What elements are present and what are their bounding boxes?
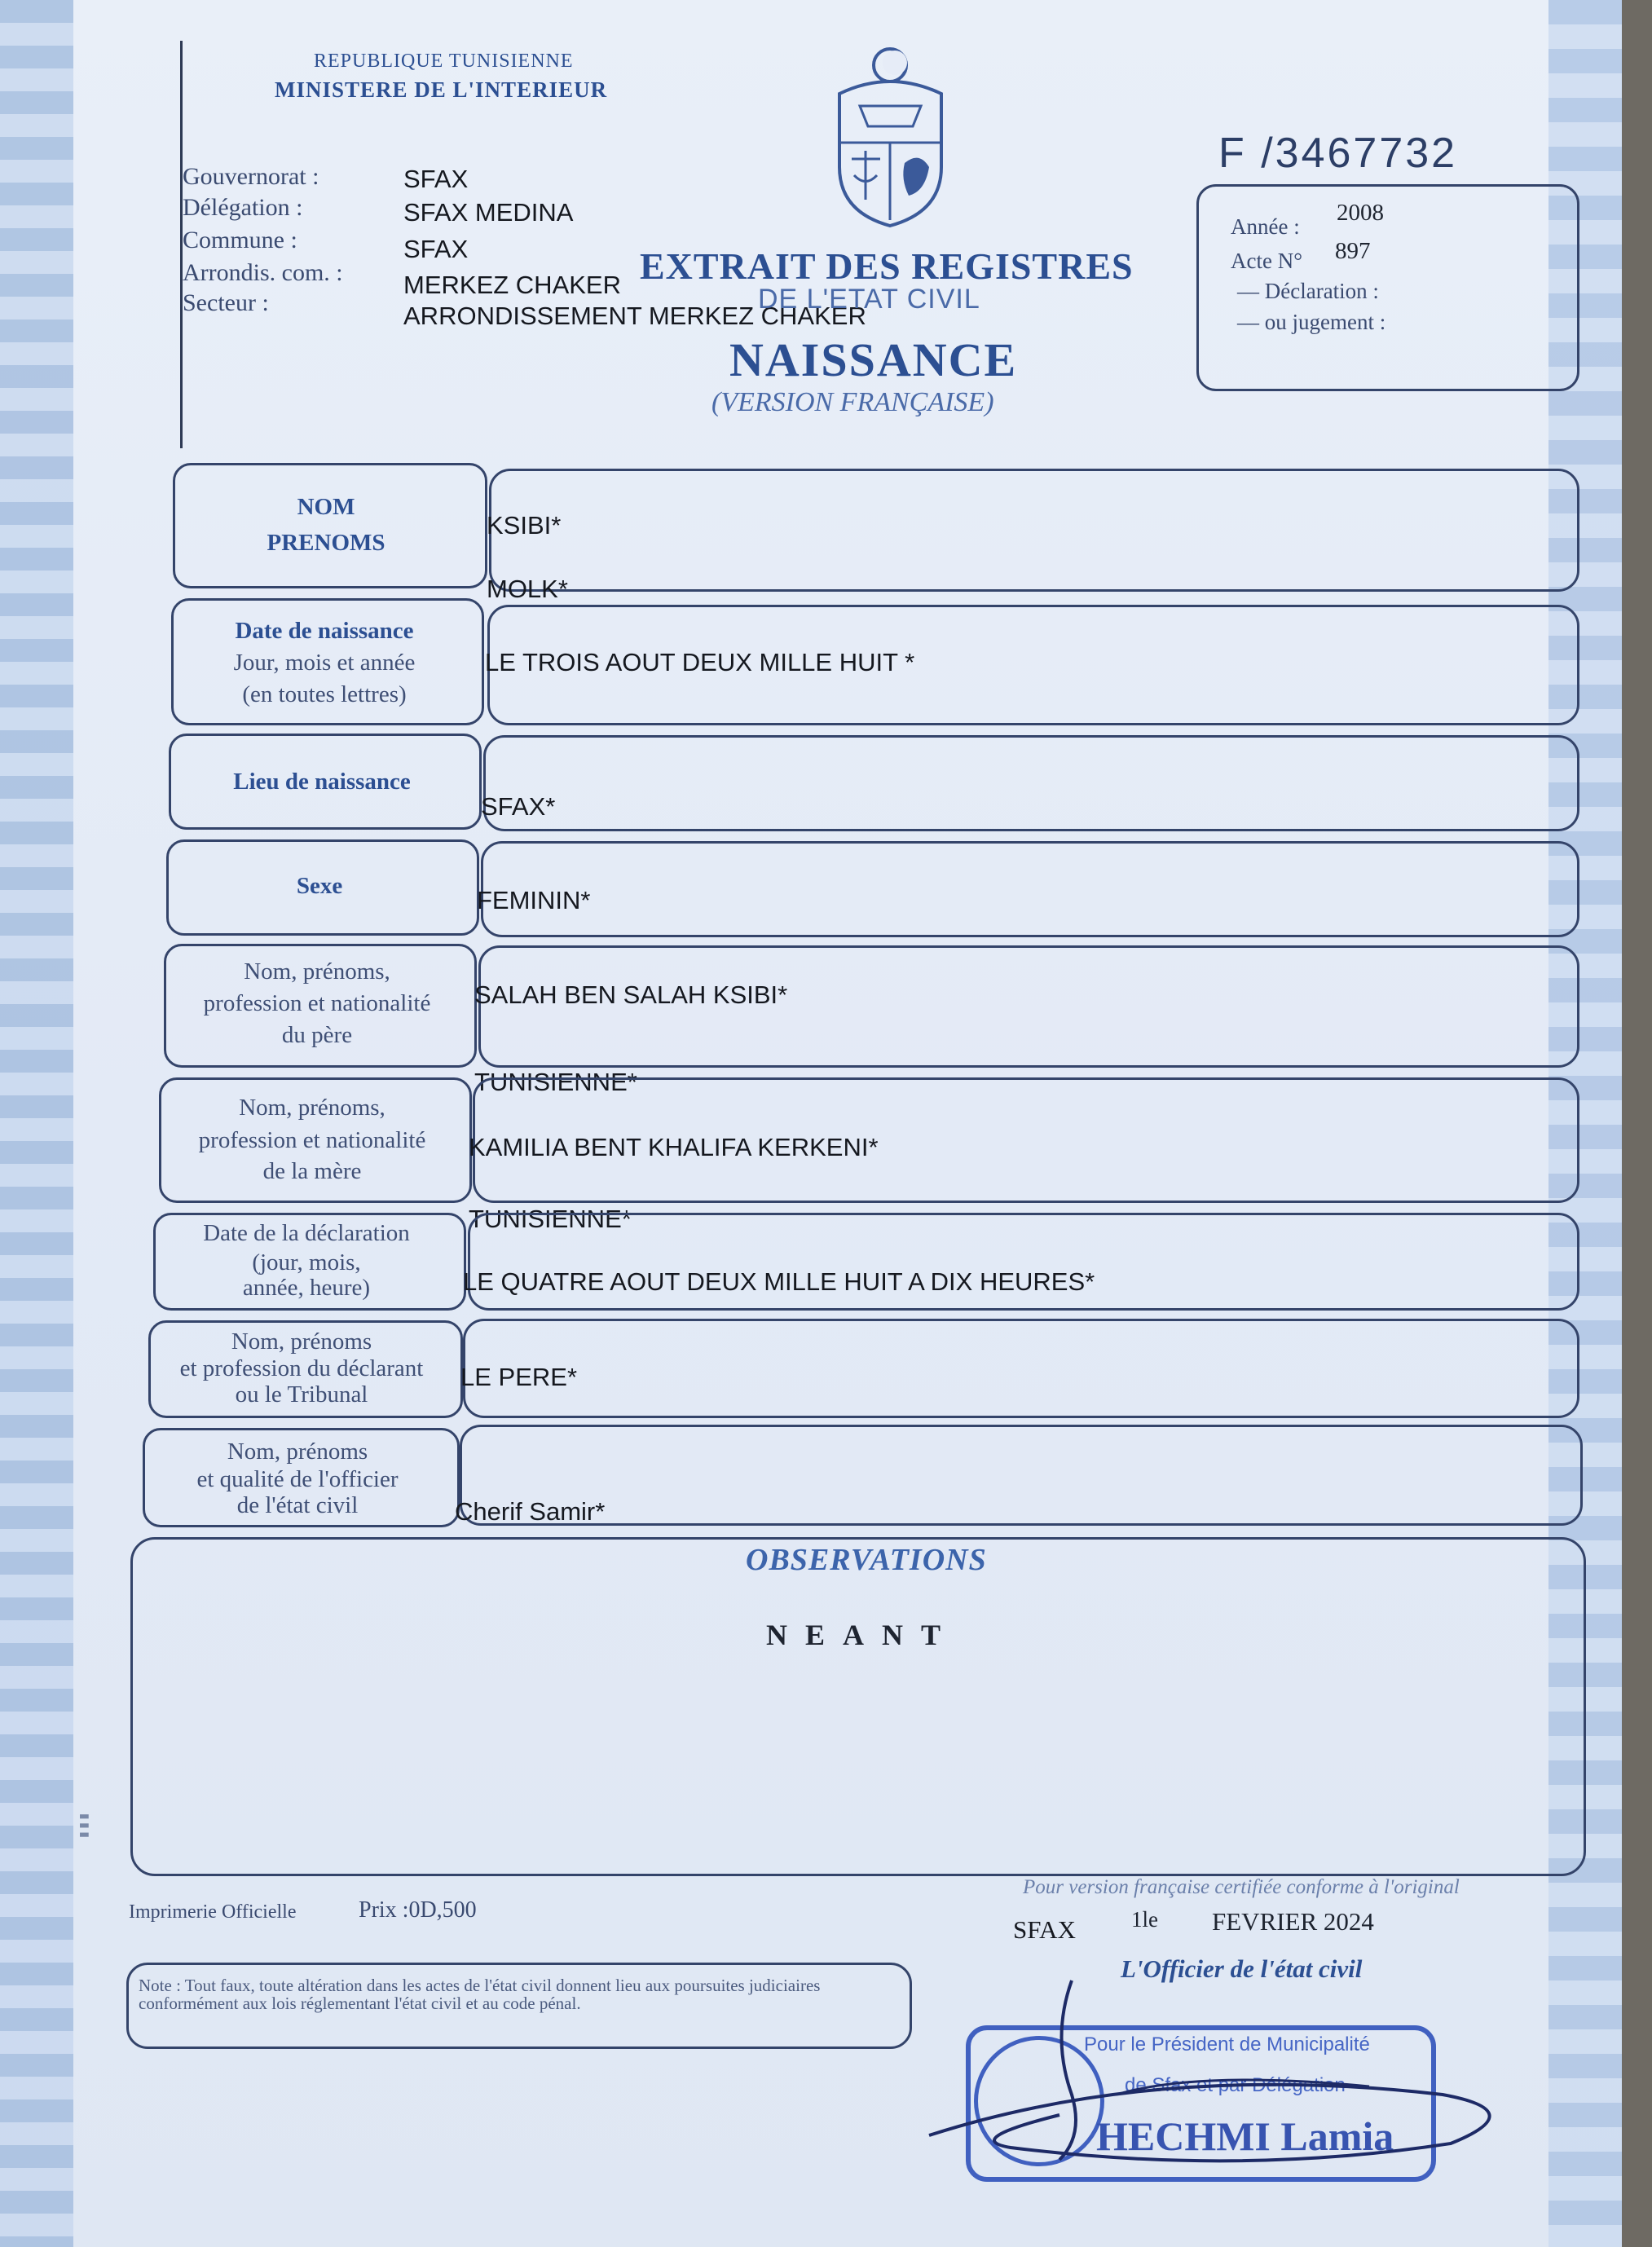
officer-label-3: de l'état civil xyxy=(236,1492,359,1518)
nom-label: NOM xyxy=(297,494,355,520)
mother-label-3: de la mère xyxy=(262,1158,362,1184)
father-value: SALAH BEN SALAH KSIBI* xyxy=(474,980,788,1009)
nom-value-box xyxy=(489,469,1579,592)
declaration-date-label-3: année, heure) xyxy=(242,1275,371,1301)
coat-of-arms-emblem xyxy=(823,45,958,228)
birthplace-value-box xyxy=(483,735,1579,831)
officer-signature-title: L'Officier de l'état civil xyxy=(1121,1954,1363,1983)
ministry-heading: MINISTERE DE L'INTERIEUR xyxy=(275,77,608,102)
observations-value: NEANT xyxy=(766,1619,959,1651)
secteur-label: Secteur : xyxy=(183,289,269,316)
officer-value: Cherif Samir* xyxy=(455,1497,606,1526)
declarant-value-box xyxy=(463,1319,1579,1418)
mother-value: KAMILIA BENT KHALIFA KERKENI* xyxy=(469,1133,879,1161)
declarant-label-2: et profession du déclarant xyxy=(179,1355,424,1381)
republic-heading: REPUBLIQUE TUNISIENNE xyxy=(314,51,574,72)
prenoms-label: PRENOMS xyxy=(267,530,385,556)
arrondissement-value: MERKEZ CHAKER xyxy=(403,271,621,299)
gouvernorat-label: Gouvernorat : xyxy=(183,163,319,190)
document-title: EXTRAIT DES REGISTRES xyxy=(640,245,1134,287)
handwritten-signature xyxy=(913,1972,1548,2176)
declarant-label-1: Nom, prénoms xyxy=(231,1328,372,1355)
birthplace-value: SFAX* xyxy=(481,792,556,821)
gouvernorat-value: SFAX xyxy=(403,165,469,193)
commune-label: Commune : xyxy=(183,227,297,253)
jugement-option: — ou jugement : xyxy=(1237,310,1386,334)
version-note: (VERSION FRANÇAISE) xyxy=(711,387,994,417)
declaration-option: — Déclaration : xyxy=(1237,279,1379,303)
commune-value: SFAX xyxy=(403,235,469,263)
declaration-date-label-2: (jour, mois, xyxy=(252,1249,361,1276)
delegation-label: Délégation : xyxy=(183,194,303,221)
mother-label-2: profession et nationalité xyxy=(198,1127,426,1153)
legal-note-box xyxy=(126,1963,912,2049)
annee-value: 2008 xyxy=(1337,200,1384,226)
issue-month-year: FEVRIER 2024 xyxy=(1212,1907,1374,1936)
nom-value: KSIBI* xyxy=(487,511,562,540)
birthdate-value: LE TROIS AOUT DEUX MILLE HUIT * xyxy=(485,648,915,676)
birthplace-label: Lieu de naissance xyxy=(233,769,411,795)
birthdate-sublabel-1: Jour, mois et année xyxy=(233,650,416,676)
sex-value: FEMININ* xyxy=(477,886,591,914)
sex-value-box xyxy=(481,841,1579,937)
declaration-date-label-1: Date de la déclaration xyxy=(203,1220,410,1246)
delegation-value: SFAX MEDINA xyxy=(403,198,574,227)
document-type: NAISSANCE xyxy=(729,333,1018,386)
price: Prix :0D,500 xyxy=(359,1897,477,1923)
acte-number-value: 897 xyxy=(1335,238,1371,264)
annee-label: Année : xyxy=(1231,214,1300,239)
certification-statement: Pour version française certifiée conforme à l'original xyxy=(1023,1876,1460,1898)
declaration-date-value: LE QUATRE AOUT DEUX MILLE HUIT A DIX HEURES* xyxy=(463,1267,1095,1296)
left-decorative-border xyxy=(0,0,73,2247)
secteur-value: ARRONDISSEMENT MERKEZ CHAKER xyxy=(403,302,866,330)
declarant-value: LE PERE* xyxy=(460,1363,578,1391)
arrondissement-label: Arrondis. com. : xyxy=(183,259,343,286)
observations-title: OBSERVATIONS xyxy=(746,1543,987,1577)
officer-label-2: et qualité de l'officier xyxy=(196,1466,399,1492)
father-nationality: TUNISIENNE* xyxy=(474,1068,637,1096)
father-label-3: du père xyxy=(281,1022,353,1048)
acte-number-label: Acte N° xyxy=(1231,249,1303,273)
father-label-2: profession et nationalité xyxy=(203,990,431,1016)
observations-box xyxy=(130,1537,1586,1876)
declarant-label-3: ou le Tribunal xyxy=(235,1381,368,1408)
stamp-line-1: Pour le Président de Municipalité xyxy=(1084,2033,1370,2055)
issue-day: 1le xyxy=(1131,1907,1158,1932)
document-subtitle: DE L'ETAT CIVIL xyxy=(758,284,980,315)
stamp-officer-name: HECHMI Lamia xyxy=(1096,2113,1394,2159)
mother-label-1: Nom, prénoms, xyxy=(239,1095,385,1121)
father-label-1: Nom, prénoms, xyxy=(244,958,390,985)
officer-value-box xyxy=(460,1425,1583,1526)
birthdate-sublabel-2: (en toutes lettres) xyxy=(242,681,407,707)
sex-label: Sexe xyxy=(296,873,343,899)
nom-label-box xyxy=(173,463,487,588)
mother-nationality: TUNISIENNE* xyxy=(469,1205,632,1233)
issue-place: SFAX xyxy=(1013,1915,1076,1944)
birthdate-label: Date de naissance xyxy=(235,618,414,644)
legal-note: Note : Tout faux, toute altération dans les actes de l'état civil donnent lieu aux poursuites judiciaires conformément aux lois réglementant l'état civil et au code pénal. xyxy=(139,1976,821,2013)
officer-label-1: Nom, prénoms xyxy=(227,1439,368,1465)
printer-name: Imprimerie Officielle xyxy=(129,1901,297,1923)
stamp-line-2: de Sfax et par Délégation xyxy=(1125,2074,1346,2096)
prenoms-value: MOLK* xyxy=(487,575,568,603)
certificate-serial-number: F /3467732 xyxy=(1218,130,1458,177)
side-imprint-marks: ▮ ▮ ▮ xyxy=(78,1813,90,1838)
